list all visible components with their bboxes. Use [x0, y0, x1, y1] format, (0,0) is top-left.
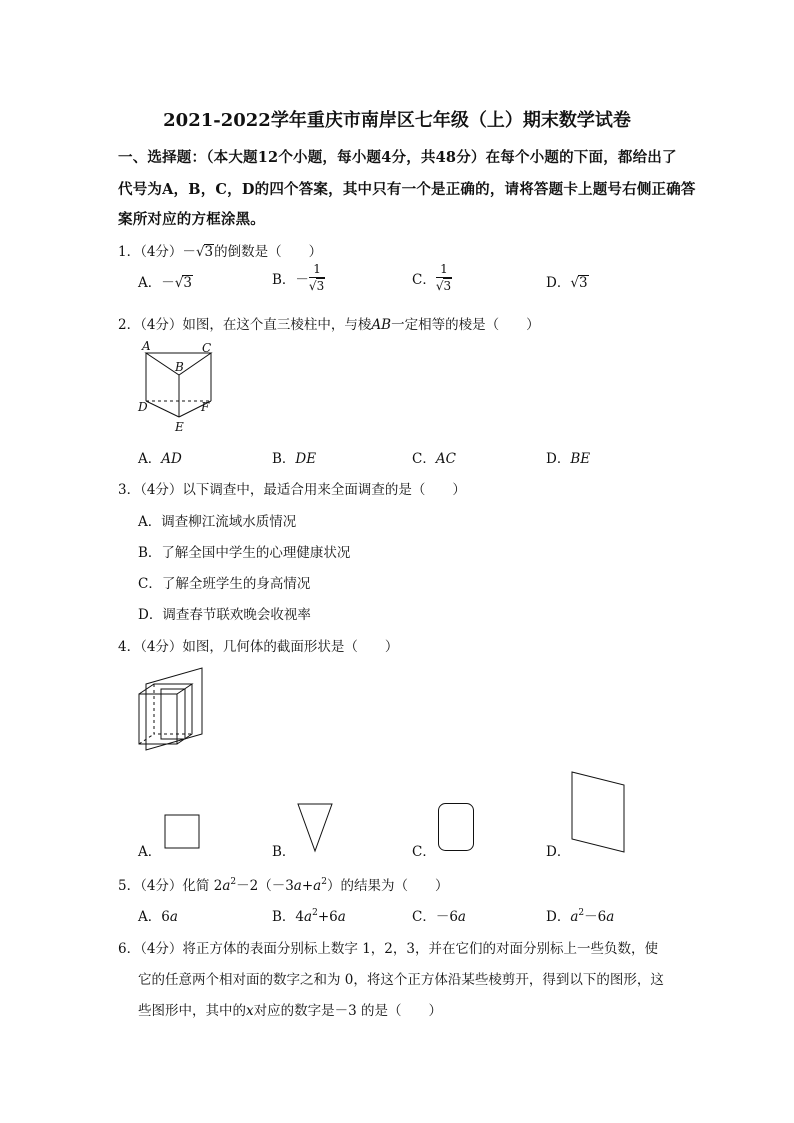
q1-option-c: C． $\frac{1}{√3}$	[412, 262, 452, 293]
fraction: $\frac{1}{√3}$	[435, 262, 452, 293]
q3-option-d: D．调查春节联欢晚会收视率	[138, 607, 311, 623]
rounded-rectangle-shape-icon	[437, 802, 477, 854]
fraction: $\frac{1}{√3}$	[308, 262, 325, 293]
question-1-stem	[118, 240, 322, 260]
q1-option-d: D．√3	[546, 275, 588, 291]
q1-radicand: 3	[204, 244, 214, 260]
q2-option-c: C．AC	[412, 451, 456, 467]
q1-option-a: A．－√3	[138, 275, 192, 291]
q5-option-d: D．$a^2-6a$	[546, 908, 615, 925]
vertex-label-d: D	[138, 400, 148, 414]
q5-option-c: C．－6a	[412, 909, 466, 925]
q1-option-b: B．－ $\frac{1}{√3}$	[272, 262, 325, 293]
q5-option-a: A．6a	[138, 909, 178, 925]
vertex-label-b: B	[175, 360, 184, 374]
q5-option-b: B．$4a^2+6a$	[272, 908, 346, 925]
cube-cut-plane-figure	[134, 664, 214, 756]
parallelogram-shape-icon	[568, 768, 628, 858]
q2-option-b: B．DE	[272, 451, 317, 467]
vertex-label-a: A	[142, 339, 151, 353]
square-shape-icon	[164, 814, 202, 850]
question-4-stem: 4．（4分）如图，几何体的截面形状是（ ）	[118, 639, 399, 655]
question-3-stem: 3．（4分）以下调查中，最适合用来全面调查的是（ ）	[118, 482, 466, 498]
sqrt-sign: √	[195, 244, 205, 260]
q4-option-d-label: D．	[546, 844, 571, 860]
section-instruction-line2: 代号为A，B，C，D的四个答案，其中只有一个是正确的，请将答题卡上题号右侧正确答	[118, 181, 696, 198]
prism-figure	[134, 338, 224, 436]
question-2-stem: 2．（4分）如图，在这个直三棱柱中，与棱AB一定相等的棱是（ ）	[118, 317, 540, 333]
vertex-label-e: E	[175, 420, 184, 434]
vertex-label-f: F	[201, 400, 210, 414]
page-title: 2021-2022学年重庆市南岸区七年级（上）期末数学试卷	[163, 110, 631, 131]
q4-option-a-label: A．	[138, 844, 162, 860]
q3-option-a: A．调查柳江流域水质情况	[138, 514, 297, 530]
triangle-shape-icon	[296, 802, 336, 854]
question-6-line2: 它的任意两个相对面的数字之和为 0，将这个正方体沿某些棱剪开，得到以下的图形，这	[138, 972, 664, 988]
question-6-line3: 些图形中，其中的x对应的数字是－3 的是（ ）	[138, 1003, 443, 1019]
q2-option-a: A．AD	[138, 451, 182, 467]
section-instruction-line3: 案所对应的方框涂黑。	[118, 211, 265, 228]
q4-option-c-label: C．	[412, 844, 436, 860]
question-6-line1: 6．（4分）将正方体的表面分别标上数字 1，2，3，并在它们的对面分别标上一些负数，使	[118, 941, 658, 957]
section-instruction-line1: 一、选择题：（本大题12个小题，每小题4分，共48分）在每个小题的下面，都给出了	[118, 149, 677, 166]
question-5-stem: 5．（4分）化简 $2a^2-2(-3a+a^2)$的结果为（ ）	[118, 877, 449, 894]
q1-prefix: 1．（4分）－	[118, 244, 196, 260]
q1-suffix: 的倒数是（ ）	[214, 244, 323, 260]
vertex-label-c: C	[202, 341, 212, 355]
q4-option-b-label: B．	[272, 844, 296, 860]
q2-option-d: D．BE	[546, 451, 591, 467]
q3-option-b: B．了解全国中学生的心理健康状况	[138, 545, 351, 561]
q3-option-c: C．了解全班学生的身高情况	[138, 576, 311, 592]
